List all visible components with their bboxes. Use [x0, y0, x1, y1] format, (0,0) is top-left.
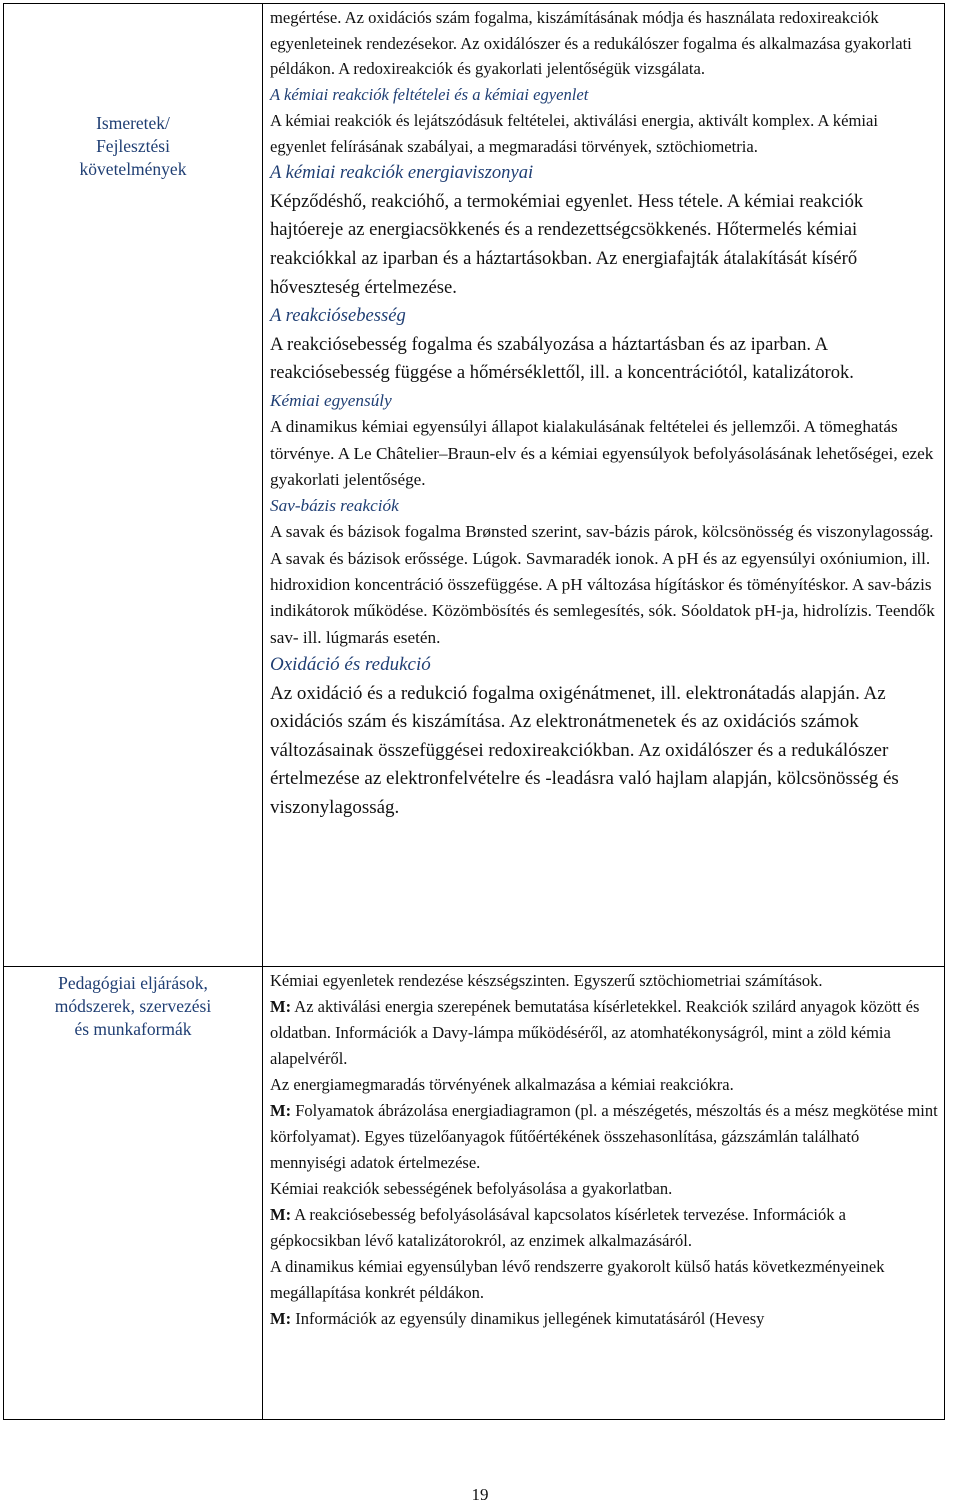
- method-text: Kémiai reakciók sebességének befolyásolása a gyakorlatban.: [270, 1179, 673, 1198]
- m-label: M:: [270, 1205, 292, 1224]
- method-paragraph: M: A reakciósebesség befolyásolásával kapcsolatos kísérletek tervezése. Információk a gépkocsikban lévő katalizátorokról, az enzimek alkalmazásáról.: [270, 1205, 846, 1250]
- intro-text: megértése. Az oxidációs szám fogalma, kiszámításának módja és használata redoxireakciók egyenleteinek rendezésekor. Az oxidálószer és a redukálószer fogalma és alkalmazása gyakorlati példákon. A redoxireakciók és gyakorlati jelentőségük vizsgálata.: [270, 8, 912, 79]
- method-paragraph: M: Információk az egyensúly dinamikus jellegének kimutatásáról (Hevesy: [270, 1309, 765, 1328]
- section-heading: A kémiai reakciók feltételei és a kémiai egyenlet: [270, 85, 589, 105]
- knowledge-row: [4, 4, 945, 967]
- page-number: 19: [471, 1485, 489, 1504]
- method-text: Kémiai egyenletek rendezése készségszinten. Egyszerű sztöchiometriai számítások.: [270, 971, 823, 990]
- m-label: M:: [270, 1309, 292, 1328]
- section-body: A reakciósebesség fogalma és szabályozása a háztartásban és az iparban. A reakciósebesség függése a hőmérséklettől, ill. a koncentrációtól, katalizátorok.: [270, 333, 854, 384]
- section-body: A savak és bázisok fogalma Brønsted szerint, sav-bázis párok, kölcsönösség és viszonylagosság. A savak és bázisok erőssége. Lúgok. Savmaradék ionok. A pH és az egyensúlyi oxóniumion, ill. hidroxidion koncentráció összefüggése. A pH változása hígításkor és töményítéskor. A sav-bázis indikátorok működése. Közömbösítés és semlegesítés, sók. Sóoldatok pH-ja, hidrolízis. Teendők sav- ill. lúgmarás esetén.: [270, 522, 935, 647]
- row-label-methods: Pedagógiai eljárások, módszerek, szervezési és munkaformák: [54, 973, 212, 1039]
- row-label-cell: [4, 4, 263, 967]
- section-body: Képződéshő, reakcióhő, a termokémiai egyenlet. Hess tétele. A kémiai reakciók hajtóereje az energiacsökkenés és a rendezettségcsökkenés. Hőtermelés kémiai reakciókkal az iparban és a háztartásokban. Az energiafajták átalakítását kísérő hőveszteség értelmezése.: [270, 190, 864, 298]
- section-body: A dinamikus kémiai egyensúlyi állapot kialakulásának feltételei és jellemzői. A tömeghatás törvénye. A Le Châtelier–Braun-elv és a kémiai egyensúlyok befolyásolásának lehetőségei, ezek gyakorlati jelentősége.: [270, 417, 934, 489]
- method-paragraph: M: Az aktiválási energia szerepének bemutatása kísérletekkel. Reakciók szilárd anyagok között és oldatban. Információk a Davy-lámpa működéséről, az atomhatékonyságról, mint a zöld kémia alapelvéről.: [270, 997, 920, 1068]
- section-heading: A reakciósebesség: [270, 305, 406, 327]
- section-heading: Sav-bázis reakciók: [270, 496, 399, 516]
- section-body: A kémiai reakciók és lejátszódásuk feltételei, aktiválási energia, aktivált komplex. A kémiai egyenlet felírásának szabályai, a megmaradási törvények, sztöchiometria.: [270, 110, 878, 156]
- section-heading: Kémiai egyensúly: [270, 390, 392, 410]
- content-cell: [263, 967, 945, 1420]
- curriculum-table: [3, 3, 945, 1420]
- methods-row: [4, 967, 945, 1420]
- method-text: A dinamikus kémiai egyensúlyban lévő rendszerre gyakorolt külső hatás következményeinek megállapítása konkrét példákon.: [270, 1257, 885, 1302]
- method-text: Az energiamegmaradás törvényének alkalmazása a kémiai reakciókra.: [270, 1075, 734, 1094]
- section-heading: A kémiai reakciók energiaviszonyai: [270, 162, 534, 184]
- row-label-cell: [4, 967, 263, 1420]
- row-label-knowledge: Ismeretek/ Fejlesztési követelmények: [79, 113, 187, 179]
- section-heading: Oxidáció és redukció: [270, 653, 431, 675]
- method-paragraph: M: Folyamatok ábrázolása energiadiagramon (pl. a mészégetés, mészoltás és a mész megkötése mint körfolyamat). Egyes tüzelőanyagok fűtőértékének összehasonlítása, gázszámlán található mennyiségi adatok értelmezése.: [270, 1101, 938, 1172]
- content-cell: [263, 4, 945, 967]
- m-label: M:: [270, 997, 292, 1016]
- section-body: Az oxidáció és a redukció fogalma oxigénátmenet, ill. elektronátadás alapján. Az oxidációs szám és kiszámítása. Az elektronátmenetek és az oxidációs számok változásainak összefüggései redoxireakciókban. Az oxidálószer és a redukálószer értelmezése az elektronfelvételre és -leadásra való hajlam alapján, kölcsönösség és viszonylagosság.: [270, 682, 899, 818]
- m-label: M:: [270, 1101, 292, 1120]
